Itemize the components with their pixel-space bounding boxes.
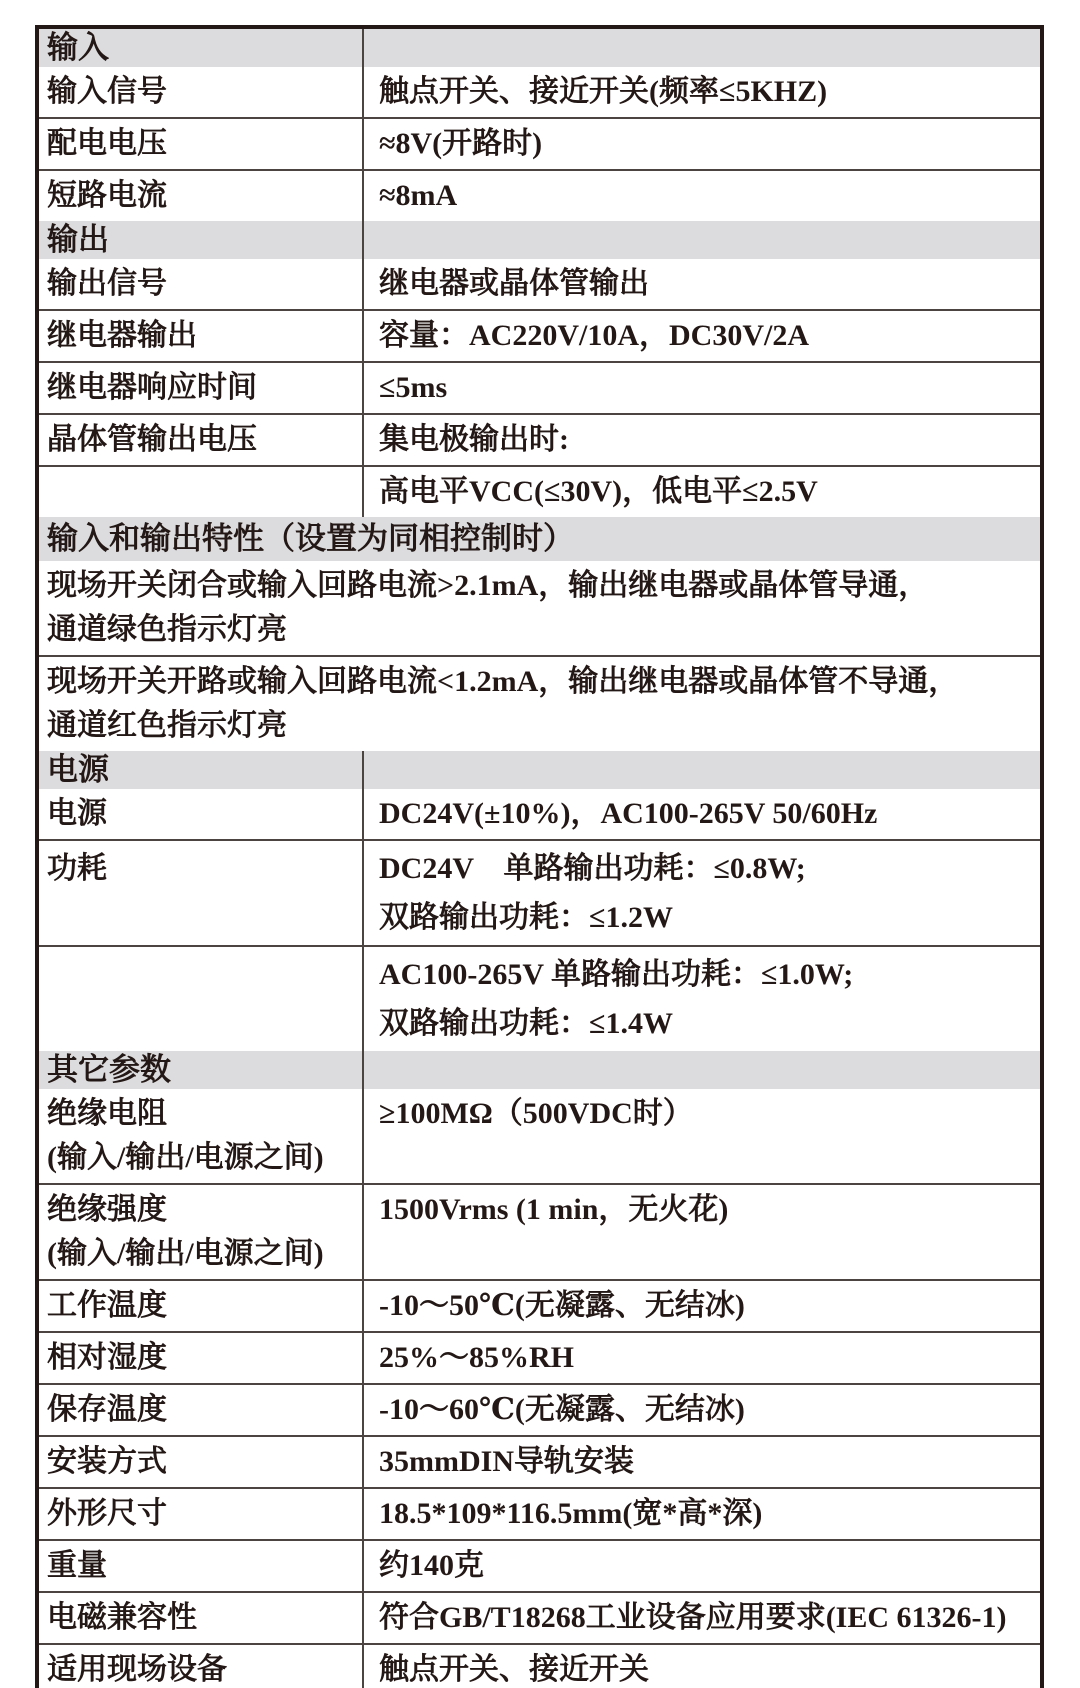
section-title: 其它参数 xyxy=(37,1051,363,1089)
note-text-cell xyxy=(37,561,1042,656)
label-line: (输入/输出/电源之间) xyxy=(47,1237,324,1270)
param-name-cell: 电源 xyxy=(37,789,363,840)
note-row xyxy=(37,561,1042,656)
spec-row xyxy=(37,1089,1042,1184)
spec-row xyxy=(37,1332,1042,1384)
param-name-cell xyxy=(37,1089,363,1184)
spec-row xyxy=(37,1540,1042,1592)
note-line: 现场开关开路或输入回路电流<1.2mA，输出继电器或晶体管不导通， xyxy=(47,665,959,698)
section-title-spacer xyxy=(363,27,1042,67)
note-line: 通道绿色指示灯亮 xyxy=(47,613,287,646)
note-line: 通道红色指示灯亮 xyxy=(47,709,287,742)
param-value-cell: 35mmDIN导轨安装 xyxy=(363,1436,1042,1488)
spec-row xyxy=(37,1436,1042,1488)
section-row-io-characteristics xyxy=(37,517,1042,561)
param-value-cell: 约140克 xyxy=(363,1540,1042,1592)
spec-row xyxy=(37,259,1042,310)
param-name-cell: 继电器响应时间 xyxy=(37,362,363,414)
spec-row xyxy=(37,1592,1042,1644)
section-title: 输出 xyxy=(37,221,363,259)
param-name-cell-empty xyxy=(37,466,363,517)
note-row xyxy=(37,656,1042,751)
note-text-cell xyxy=(37,656,1042,751)
param-value-cell: 25%～85%RH xyxy=(363,1332,1042,1384)
param-name-cell: 晶体管输出电压 xyxy=(37,414,363,466)
spec-row xyxy=(37,1184,1042,1280)
param-value-cell: -10～50℃(无凝露、无结冰) xyxy=(363,1280,1042,1332)
param-name-cell: 短路电流 xyxy=(37,170,363,221)
spec-row xyxy=(37,789,1042,840)
param-value-cell: 符合GB/T18268工业设备应用要求(IEC 61326-1) xyxy=(363,1592,1042,1644)
spec-row xyxy=(37,1384,1042,1436)
value-line: 双路输出功耗：≤1.2W xyxy=(379,901,673,934)
section-title-spacer xyxy=(363,1051,1042,1089)
param-value-cell: 触点开关、接近开关(频率≤5KHZ) xyxy=(379,75,828,108)
label-line: 绝缘电阻 xyxy=(47,1097,167,1130)
param-value-cell: 集电极输出时: xyxy=(363,414,1042,466)
spec-row xyxy=(37,310,1042,362)
param-name-cell: 电磁兼容性 xyxy=(37,1592,363,1644)
value-line: DC24V 单路输出功耗：≤0.8W; xyxy=(379,852,806,885)
param-value-cell: ≤5ms xyxy=(363,362,1042,414)
param-name-cell: 适用现场设备 xyxy=(37,1644,363,1688)
param-value-cell: 容量：AC220V/10A，DC30V/2A xyxy=(363,310,1042,362)
param-value-cell: -10～60℃(无凝露、无结冰) xyxy=(363,1384,1042,1436)
spec-row xyxy=(37,946,1042,1051)
param-name-cell: 输入信号 xyxy=(37,67,363,118)
value-line: AC100-265V 单路输出功耗：≤1.0W; xyxy=(379,958,854,991)
section-row-other-parameters xyxy=(37,1051,1042,1089)
param-value-cell: 继电器或晶体管输出 xyxy=(379,267,649,300)
param-name-cell: 工作温度 xyxy=(37,1280,363,1332)
param-value-cell: ≈8mA xyxy=(363,170,1042,221)
spec-row xyxy=(37,1488,1042,1540)
param-value-cell xyxy=(363,840,1042,946)
param-name-cell: 相对湿度 xyxy=(37,1332,363,1384)
param-name-cell: 保存温度 xyxy=(37,1384,363,1436)
param-value-cell: 触点开关、接近开关 xyxy=(363,1644,1042,1688)
spec-row xyxy=(37,1280,1042,1332)
section-title: 输入和输出特性（设置为同相控制时） xyxy=(37,517,1042,561)
param-name-cell: 输出信号 xyxy=(37,259,363,310)
param-value-cell: 1500Vrms (1 min，无火花) xyxy=(363,1184,1042,1280)
section-row-input xyxy=(37,27,1042,67)
spec-row xyxy=(37,466,1042,517)
spec-row xyxy=(37,170,1042,221)
spec-row xyxy=(37,414,1042,466)
label-line: (输入/输出/电源之间) xyxy=(47,1141,324,1174)
param-name-cell xyxy=(37,1184,363,1280)
note-line: 现场开关闭合或输入回路电流>2.1mA，输出继电器或晶体管导通， xyxy=(47,569,929,602)
param-value-cell: 高电平VCC(≤30V)，低电平≤2.5V xyxy=(363,466,1042,517)
spec-row xyxy=(37,118,1042,170)
section-row-power xyxy=(37,751,1042,789)
param-name-cell: 继电器输出 xyxy=(37,310,363,362)
spec-row xyxy=(37,67,1042,118)
param-name-cell: 配电电压 xyxy=(37,118,363,170)
spec-row xyxy=(37,840,1042,946)
param-value-cell: ≈8V(开路时) xyxy=(363,118,1042,170)
spec-row xyxy=(37,1644,1042,1688)
param-value-cell: 18.5*109*116.5mm(宽*高*深) xyxy=(363,1488,1042,1540)
param-value-cell xyxy=(363,946,1042,1051)
section-row-output xyxy=(37,221,1042,259)
spec-table xyxy=(35,25,1044,1688)
param-name-cell-empty xyxy=(37,946,363,1051)
param-name-cell: 外形尺寸 xyxy=(37,1488,363,1540)
value-line: 双路输出功耗：≤1.4W xyxy=(379,1007,673,1040)
section-title: 电源 xyxy=(37,751,363,789)
param-value-cell: DC24V(±10%)，AC100-265V 50/60Hz xyxy=(379,797,878,830)
section-title-spacer xyxy=(363,751,1042,789)
section-title-spacer xyxy=(363,221,1042,259)
param-name-cell: 安装方式 xyxy=(37,1436,363,1488)
param-name-cell: 功耗 xyxy=(37,840,363,946)
spec-row xyxy=(37,362,1042,414)
param-name-cell: 重量 xyxy=(37,1540,363,1592)
section-title: 输入 xyxy=(37,27,363,67)
label-line: 绝缘强度 xyxy=(47,1193,167,1226)
param-value-cell: ≥100MΩ（500VDC时） xyxy=(379,1097,693,1130)
